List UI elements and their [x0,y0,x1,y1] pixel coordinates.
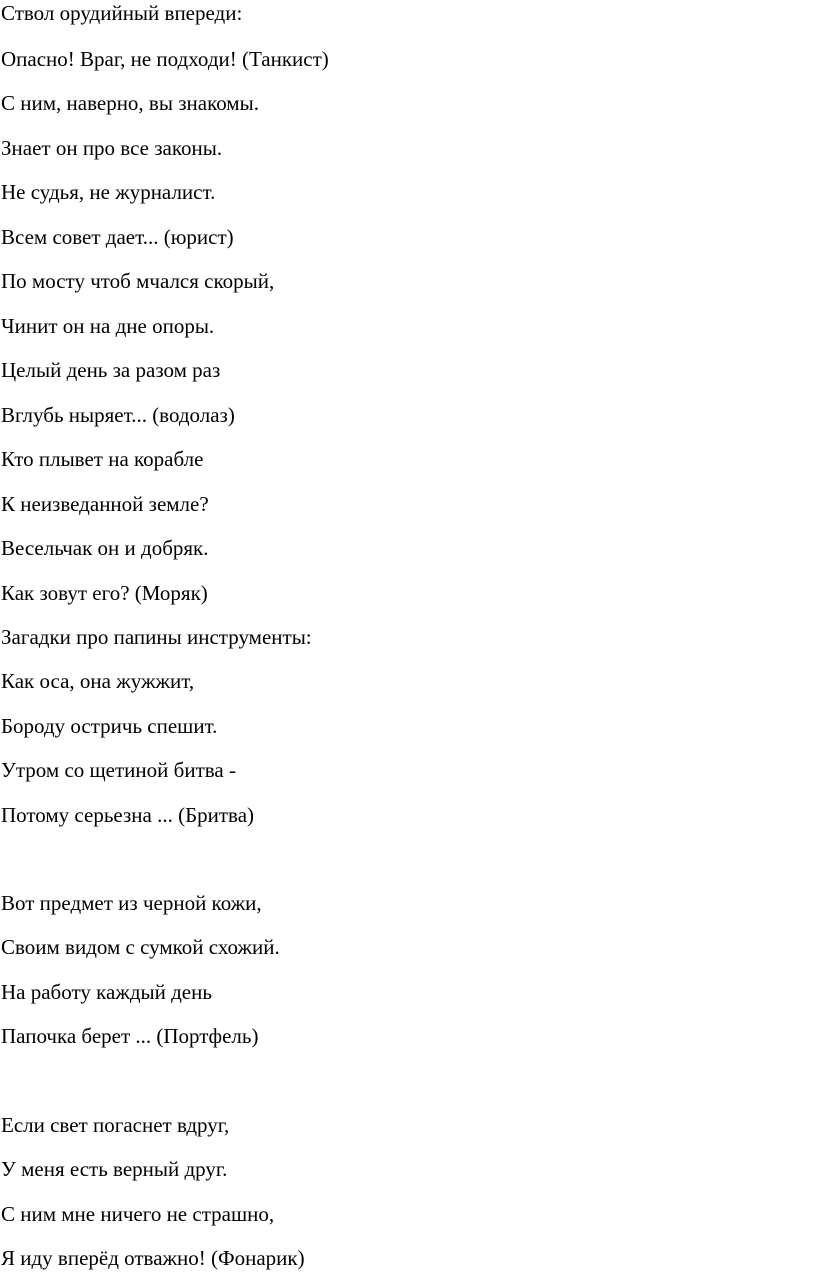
text-line: Ствол орудийный впереди: [1,1,243,25]
text-line: Я иду вперёд отважно! (Фонарик) [1,1246,305,1270]
text-line: Весельчак он и добряк. [1,536,209,560]
text-line: Если свет погаснет вдруг, [1,1113,230,1137]
text-line: К неизведанной земле? [1,492,209,516]
text-line: Целый день за разом раз [1,358,221,382]
text-line: Вот предмет из черной кожи, [1,891,262,915]
text-line: Своим видом с сумкой схожий. [1,935,280,959]
text-line: На работу каждый день [1,980,212,1004]
text-line: Всем совет дает... (юрист) [1,225,234,249]
text-line: Чинит он на дне опоры. [1,314,215,338]
text-line: С ним мне ничего не страшно, [1,1202,275,1226]
text-line: Кто плывет на корабле [1,447,204,471]
text-line: Загадки про папины инструменты: [1,625,312,649]
text-line: Как оса, она жужжит, [1,669,195,693]
text-line: Опасно! Враг, не подходи! (Танкист) [1,47,329,71]
text-line: У меня есть верный друг. [1,1157,228,1181]
text-line: По мосту чтоб мчался скорый, [1,269,275,293]
text-line: Не судья, не журналист. [1,180,216,204]
text-line: С ним, наверно, вы знакомы. [1,91,259,115]
text-line: Знает он про все законы. [1,136,223,160]
text-line: Папочка берет ... (Портфель) [1,1024,259,1048]
text-line: Потому серьезна ... (Бритва) [1,803,255,827]
text-line: Вглубь ныряет... (водолаз) [1,403,235,427]
text-line: Утром со щетиной битва - [1,758,236,782]
text-line: Как зовут его? (Моряк) [1,581,208,605]
text-line: Бороду остричь спешит. [1,714,218,738]
